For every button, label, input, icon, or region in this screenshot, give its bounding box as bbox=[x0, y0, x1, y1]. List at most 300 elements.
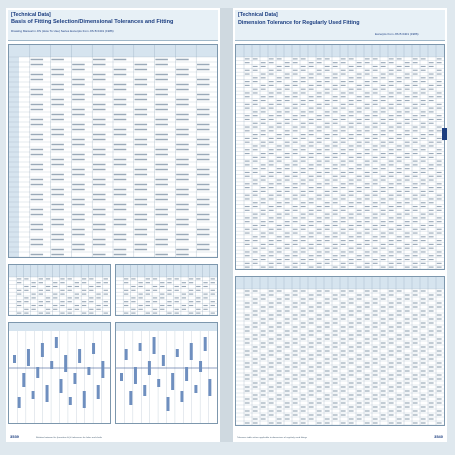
table-cell-text bbox=[333, 225, 338, 226]
tolerance-zone-bar bbox=[167, 397, 170, 411]
table-cell-text bbox=[341, 130, 346, 131]
table-cell-text bbox=[293, 338, 298, 339]
table-cell-text bbox=[389, 142, 394, 143]
table-cell-text bbox=[253, 259, 258, 260]
table-cell-text bbox=[124, 282, 128, 283]
table-cell-text bbox=[197, 64, 209, 66]
table-cell-text bbox=[405, 298, 410, 299]
table-cell-text bbox=[124, 294, 128, 295]
table-cell-text bbox=[261, 145, 266, 146]
table-cell-text bbox=[135, 94, 147, 96]
table-cell-text bbox=[437, 153, 442, 154]
table-cell-text bbox=[114, 84, 126, 86]
table-cell-text bbox=[245, 318, 250, 319]
table-cell-text bbox=[325, 214, 330, 215]
table-cell-text bbox=[211, 313, 215, 314]
tolerance-zone-bar bbox=[199, 361, 202, 372]
table-cell-text bbox=[176, 254, 188, 256]
table-cell-text bbox=[437, 108, 442, 109]
table-cell-text bbox=[285, 130, 290, 131]
table-cell-text bbox=[373, 191, 378, 192]
table-cell-text bbox=[421, 202, 426, 203]
table-cell-text bbox=[68, 313, 72, 314]
table-cell-text bbox=[365, 402, 370, 403]
table-cell-text bbox=[167, 278, 171, 279]
table-cell-text bbox=[269, 92, 274, 93]
table-cell-text bbox=[269, 138, 274, 139]
table-cell-text bbox=[269, 366, 274, 367]
table-cell-text bbox=[197, 154, 209, 156]
table-cell-text bbox=[277, 358, 282, 359]
table-cell-text bbox=[349, 310, 354, 311]
table-cell-text bbox=[155, 119, 167, 121]
table-cell-text bbox=[349, 398, 354, 399]
table-cell-text bbox=[429, 244, 434, 245]
table-cell-text bbox=[309, 390, 314, 391]
table-cell-text bbox=[155, 169, 167, 171]
table-cell-text bbox=[245, 164, 250, 165]
table-cell-text bbox=[269, 210, 274, 211]
table-cell-text bbox=[31, 109, 43, 111]
table-cell-text bbox=[301, 157, 306, 158]
table-cell-text bbox=[245, 267, 250, 268]
table-cell-text bbox=[421, 89, 426, 90]
table-cell-text bbox=[413, 398, 418, 399]
table-cell-text bbox=[317, 294, 322, 295]
table-cell-text bbox=[175, 313, 179, 314]
tolerance-zone-bar bbox=[204, 337, 207, 351]
table-cell-text bbox=[285, 142, 290, 143]
table-cell-text bbox=[269, 338, 274, 339]
table-cell-text bbox=[429, 77, 434, 78]
table-cell-text bbox=[397, 422, 402, 423]
table-cell-text bbox=[421, 145, 426, 146]
table-cell-text bbox=[397, 236, 402, 237]
table-cell-text bbox=[405, 255, 410, 256]
table-cell-text bbox=[277, 111, 282, 112]
table-cell-text bbox=[413, 126, 418, 127]
table-cell-text bbox=[24, 290, 28, 291]
table-cell-text bbox=[196, 290, 200, 291]
table-cell-text bbox=[333, 382, 338, 383]
table-cell-text bbox=[389, 62, 394, 63]
table-cell-text bbox=[333, 198, 338, 199]
table-cell-text bbox=[269, 255, 274, 256]
table-cell-text bbox=[373, 123, 378, 124]
table-cell-text bbox=[293, 290, 298, 291]
table-cell-text bbox=[176, 84, 188, 86]
table-cell-text bbox=[124, 278, 128, 279]
table-cell-text bbox=[211, 290, 215, 291]
table-cell-text bbox=[333, 402, 338, 403]
table-cell-text bbox=[421, 206, 426, 207]
table-cell-text bbox=[389, 176, 394, 177]
table-cell-text bbox=[285, 214, 290, 215]
table-cell-text bbox=[381, 414, 386, 415]
table-cell-text bbox=[317, 342, 322, 343]
table-cell-text bbox=[277, 314, 282, 315]
table-cell-text bbox=[277, 104, 282, 105]
table-cell-text bbox=[365, 70, 370, 71]
table-cell-text bbox=[253, 81, 258, 82]
table-cell-text bbox=[349, 350, 354, 351]
table-cell-text bbox=[211, 301, 215, 302]
table-cell-text bbox=[135, 154, 147, 156]
table-cell-text bbox=[245, 338, 250, 339]
table-cell-text bbox=[389, 138, 394, 139]
table-cell-text bbox=[413, 402, 418, 403]
table-cell-text bbox=[31, 59, 43, 61]
table-cell-text bbox=[397, 172, 402, 173]
table-cell-text bbox=[309, 108, 314, 109]
table-cell-text bbox=[437, 142, 442, 143]
table-cell-text bbox=[341, 195, 346, 196]
table-cell-text bbox=[373, 157, 378, 158]
table-cell-text bbox=[437, 198, 442, 199]
table-cell-text bbox=[349, 161, 354, 162]
table-cell-text bbox=[317, 164, 322, 165]
table-cell-text bbox=[176, 129, 188, 131]
table-cell-text bbox=[293, 206, 298, 207]
table-cell-text bbox=[357, 322, 362, 323]
table-cell-text bbox=[333, 66, 338, 67]
table-cell-text bbox=[397, 370, 402, 371]
table-cell-text bbox=[277, 251, 282, 252]
table-cell-text bbox=[197, 204, 209, 206]
table-cell-text bbox=[309, 187, 314, 188]
table-cell-text bbox=[135, 84, 147, 86]
table-cell-text bbox=[72, 249, 84, 251]
table-cell-text bbox=[349, 138, 354, 139]
table-cell-text bbox=[72, 154, 84, 156]
table-cell-text bbox=[72, 114, 84, 116]
table-cell-text bbox=[253, 358, 258, 359]
table-cell-text bbox=[277, 418, 282, 419]
table-cell-text bbox=[421, 370, 426, 371]
table-cell-text bbox=[437, 229, 442, 230]
table-cell-text bbox=[397, 386, 402, 387]
table-cell-text bbox=[429, 142, 434, 143]
table-cell-text bbox=[277, 338, 282, 339]
table-cell-text bbox=[245, 115, 250, 116]
table-cell-text bbox=[269, 244, 274, 245]
tolerance-zone-bar bbox=[190, 343, 193, 360]
table-cell-text bbox=[301, 251, 306, 252]
table-cell-text bbox=[325, 362, 330, 363]
table-cell-text bbox=[357, 378, 362, 379]
table-cell-text bbox=[381, 322, 386, 323]
table-cell-text bbox=[135, 159, 147, 161]
table-cell-text bbox=[197, 249, 209, 251]
table-cell-text bbox=[389, 410, 394, 411]
table-cell-text bbox=[397, 191, 402, 192]
table-cell-text bbox=[309, 198, 314, 199]
table-cell-text bbox=[349, 322, 354, 323]
table-cell-text bbox=[176, 189, 188, 191]
table-cell-text bbox=[429, 294, 434, 295]
table-cell-text bbox=[135, 129, 147, 131]
left-title: Basis of Fitting Selection/Dimensional Tolerances and Fitting bbox=[11, 19, 174, 25]
table-cell-text bbox=[437, 342, 442, 343]
table-cell-text bbox=[31, 169, 43, 171]
table-cell-text bbox=[389, 290, 394, 291]
table-cell-text bbox=[397, 115, 402, 116]
table-cell-text bbox=[421, 157, 426, 158]
table-cell-text bbox=[261, 66, 266, 67]
table-cell-text bbox=[309, 310, 314, 311]
table-cell-text bbox=[365, 386, 370, 387]
table-cell-text bbox=[309, 366, 314, 367]
table-cell-text bbox=[285, 176, 290, 177]
table-cell-text bbox=[397, 183, 402, 184]
table-cell-text bbox=[245, 142, 250, 143]
hole-tolerance-table bbox=[235, 44, 445, 270]
left-subtitle: Drawing Manual in JIS (How To Use) Series Excerpts from JIS B 0401 (1986) bbox=[11, 29, 114, 33]
table-cell-text bbox=[349, 123, 354, 124]
table-cell-text bbox=[285, 198, 290, 199]
table-cell-text bbox=[381, 111, 386, 112]
table-cell-text bbox=[277, 382, 282, 383]
table-cell-text bbox=[261, 198, 266, 199]
table-cell-text bbox=[429, 168, 434, 169]
table-cell-text bbox=[93, 79, 105, 81]
table-cell-text bbox=[357, 123, 362, 124]
table-cell-text bbox=[104, 278, 108, 279]
table-cell-text bbox=[317, 362, 322, 363]
table-cell-text bbox=[381, 179, 386, 180]
table-cell-text bbox=[381, 89, 386, 90]
table-cell-text bbox=[349, 338, 354, 339]
table-cell-text bbox=[381, 187, 386, 188]
table-cell-text bbox=[245, 354, 250, 355]
table-cell-text bbox=[131, 286, 135, 287]
table-cell-text bbox=[261, 294, 266, 295]
table-cell-text bbox=[253, 225, 258, 226]
table-cell-text bbox=[261, 358, 266, 359]
table-cell-text bbox=[51, 249, 63, 251]
plot-header-band bbox=[116, 323, 217, 331]
table-cell-text bbox=[365, 255, 370, 256]
table-cell-text bbox=[245, 172, 250, 173]
table-cell-text bbox=[405, 394, 410, 395]
table-cell-text bbox=[373, 161, 378, 162]
table-cell-text bbox=[285, 259, 290, 260]
table-cell-text bbox=[349, 225, 354, 226]
table-cell-text bbox=[333, 123, 338, 124]
table-cell-text bbox=[131, 297, 135, 298]
table-cell-text bbox=[325, 358, 330, 359]
table-cell-text bbox=[317, 302, 322, 303]
table-cell-text bbox=[397, 104, 402, 105]
table-cell-text bbox=[357, 382, 362, 383]
table-cell-text bbox=[277, 115, 282, 116]
table-cell-text bbox=[341, 221, 346, 222]
table-cell-text bbox=[261, 85, 266, 86]
table-cell-text bbox=[405, 244, 410, 245]
table-cell-text bbox=[301, 418, 306, 419]
table-cell-text bbox=[333, 202, 338, 203]
table-cell-text bbox=[421, 298, 426, 299]
table-cell-text bbox=[301, 322, 306, 323]
table-cell-text bbox=[176, 59, 188, 61]
table-cell-text bbox=[293, 330, 298, 331]
table-cell-text bbox=[269, 58, 274, 59]
table-cell-text bbox=[269, 198, 274, 199]
table-cell-text bbox=[341, 172, 346, 173]
table-cell-text bbox=[31, 164, 43, 166]
fit-table-2 bbox=[115, 264, 218, 316]
table-cell-text bbox=[413, 294, 418, 295]
table-cell-text bbox=[365, 161, 370, 162]
table-cell-text bbox=[325, 202, 330, 203]
table-cell-text bbox=[153, 313, 157, 314]
table-cell-text bbox=[301, 338, 306, 339]
table-cell-text bbox=[269, 302, 274, 303]
table-cell-text bbox=[373, 350, 378, 351]
table-cell-text bbox=[381, 236, 386, 237]
table-cell-text bbox=[293, 164, 298, 165]
table-cell-text bbox=[93, 164, 105, 166]
table-cell-text bbox=[421, 149, 426, 150]
table-cell-text bbox=[285, 225, 290, 226]
table-cell-text bbox=[293, 374, 298, 375]
table-cell-text bbox=[413, 58, 418, 59]
table-cell-text bbox=[365, 306, 370, 307]
table-cell-text bbox=[421, 326, 426, 327]
table-cell-text bbox=[429, 334, 434, 335]
table-cell-text bbox=[189, 294, 193, 295]
table-cell-text bbox=[197, 174, 209, 176]
table-cell-text bbox=[349, 302, 354, 303]
table-cell-text bbox=[389, 126, 394, 127]
tolerance-zone-bar bbox=[208, 379, 211, 396]
fit-table-1-grid bbox=[9, 265, 110, 315]
table-cell-text bbox=[269, 62, 274, 63]
shaft-tolerance-table bbox=[235, 276, 445, 426]
table-cell-text bbox=[357, 202, 362, 203]
table-cell-text bbox=[333, 267, 338, 268]
table-cell-text bbox=[317, 232, 322, 233]
table-cell-text bbox=[93, 149, 105, 151]
table-cell-text bbox=[253, 214, 258, 215]
table-cell-text bbox=[349, 410, 354, 411]
table-cell-text bbox=[114, 194, 126, 196]
table-cell-text bbox=[277, 161, 282, 162]
table-cell-text bbox=[429, 390, 434, 391]
table-cell-text bbox=[325, 410, 330, 411]
table-cell-text bbox=[277, 370, 282, 371]
table-cell-text bbox=[381, 191, 386, 192]
table-cell-text bbox=[365, 153, 370, 154]
table-cell-text bbox=[135, 79, 147, 81]
table-cell-text bbox=[309, 232, 314, 233]
table-cell-text bbox=[176, 159, 188, 161]
table-cell-text bbox=[325, 422, 330, 423]
table-cell-text bbox=[293, 267, 298, 268]
table-cell-text bbox=[421, 236, 426, 237]
table-cell-text bbox=[261, 402, 266, 403]
table-cell-text bbox=[413, 330, 418, 331]
table-cell-text bbox=[196, 278, 200, 279]
table-cell-text bbox=[309, 66, 314, 67]
fit-selection-table bbox=[8, 44, 218, 258]
table-cell-text bbox=[253, 338, 258, 339]
table-cell-text bbox=[131, 278, 135, 279]
table-cell-text bbox=[135, 174, 147, 176]
table-cell-text bbox=[60, 301, 64, 302]
table-cell-text bbox=[245, 414, 250, 415]
table-cell-text bbox=[31, 305, 35, 306]
table-cell-text bbox=[381, 366, 386, 367]
table-cell-text bbox=[389, 386, 394, 387]
table-cell-text bbox=[138, 309, 142, 310]
table-cell-text bbox=[397, 338, 402, 339]
table-cell-text bbox=[437, 326, 442, 327]
table-cell-text bbox=[365, 108, 370, 109]
table-cell-text bbox=[349, 66, 354, 67]
table-cell-text bbox=[261, 187, 266, 188]
table-cell-text bbox=[349, 362, 354, 363]
table-cell-text bbox=[309, 334, 314, 335]
table-cell-text bbox=[301, 111, 306, 112]
chapter-tab bbox=[442, 128, 447, 140]
table-cell-text bbox=[389, 172, 394, 173]
tolerance-zone-bar bbox=[55, 337, 58, 348]
table-cell-text bbox=[389, 390, 394, 391]
tolerance-zone-bar bbox=[18, 397, 21, 408]
table-cell-text bbox=[245, 398, 250, 399]
table-cell-text bbox=[365, 92, 370, 93]
table-cell-text bbox=[277, 214, 282, 215]
table-cell-text bbox=[365, 85, 370, 86]
table-cell-text bbox=[277, 70, 282, 71]
table-cell-text bbox=[301, 183, 306, 184]
table-cell-text bbox=[317, 183, 322, 184]
table-cell-text bbox=[277, 100, 282, 101]
table-cell-text bbox=[309, 255, 314, 256]
table-cell-text bbox=[24, 297, 28, 298]
table-cell-text bbox=[31, 179, 43, 181]
table-cell-text bbox=[365, 244, 370, 245]
table-cell-text bbox=[373, 334, 378, 335]
table-cell-text bbox=[421, 346, 426, 347]
table-cell-text bbox=[333, 85, 338, 86]
table-cell-text bbox=[413, 378, 418, 379]
table-cell-text bbox=[317, 85, 322, 86]
table-cell-text bbox=[437, 221, 442, 222]
table-cell-text bbox=[413, 195, 418, 196]
table-cell-text bbox=[301, 394, 306, 395]
table-cell-text bbox=[397, 111, 402, 112]
table-cell-text bbox=[365, 119, 370, 120]
table-cell-text bbox=[261, 130, 266, 131]
table-cell-text bbox=[333, 244, 338, 245]
table-cell-text bbox=[24, 309, 28, 310]
table-cell-text bbox=[429, 202, 434, 203]
table-cell-text bbox=[413, 414, 418, 415]
table-cell-text bbox=[46, 309, 50, 310]
table-cell-text bbox=[203, 297, 207, 298]
table-cell-text bbox=[413, 386, 418, 387]
table-cell-text bbox=[293, 302, 298, 303]
table-cell-text bbox=[146, 278, 150, 279]
table-cell-text bbox=[373, 77, 378, 78]
table-cell-text bbox=[89, 313, 93, 314]
table-cell-text bbox=[357, 294, 362, 295]
table-cell-text bbox=[114, 89, 126, 91]
table-cell-text bbox=[405, 370, 410, 371]
table-cell-text bbox=[277, 229, 282, 230]
